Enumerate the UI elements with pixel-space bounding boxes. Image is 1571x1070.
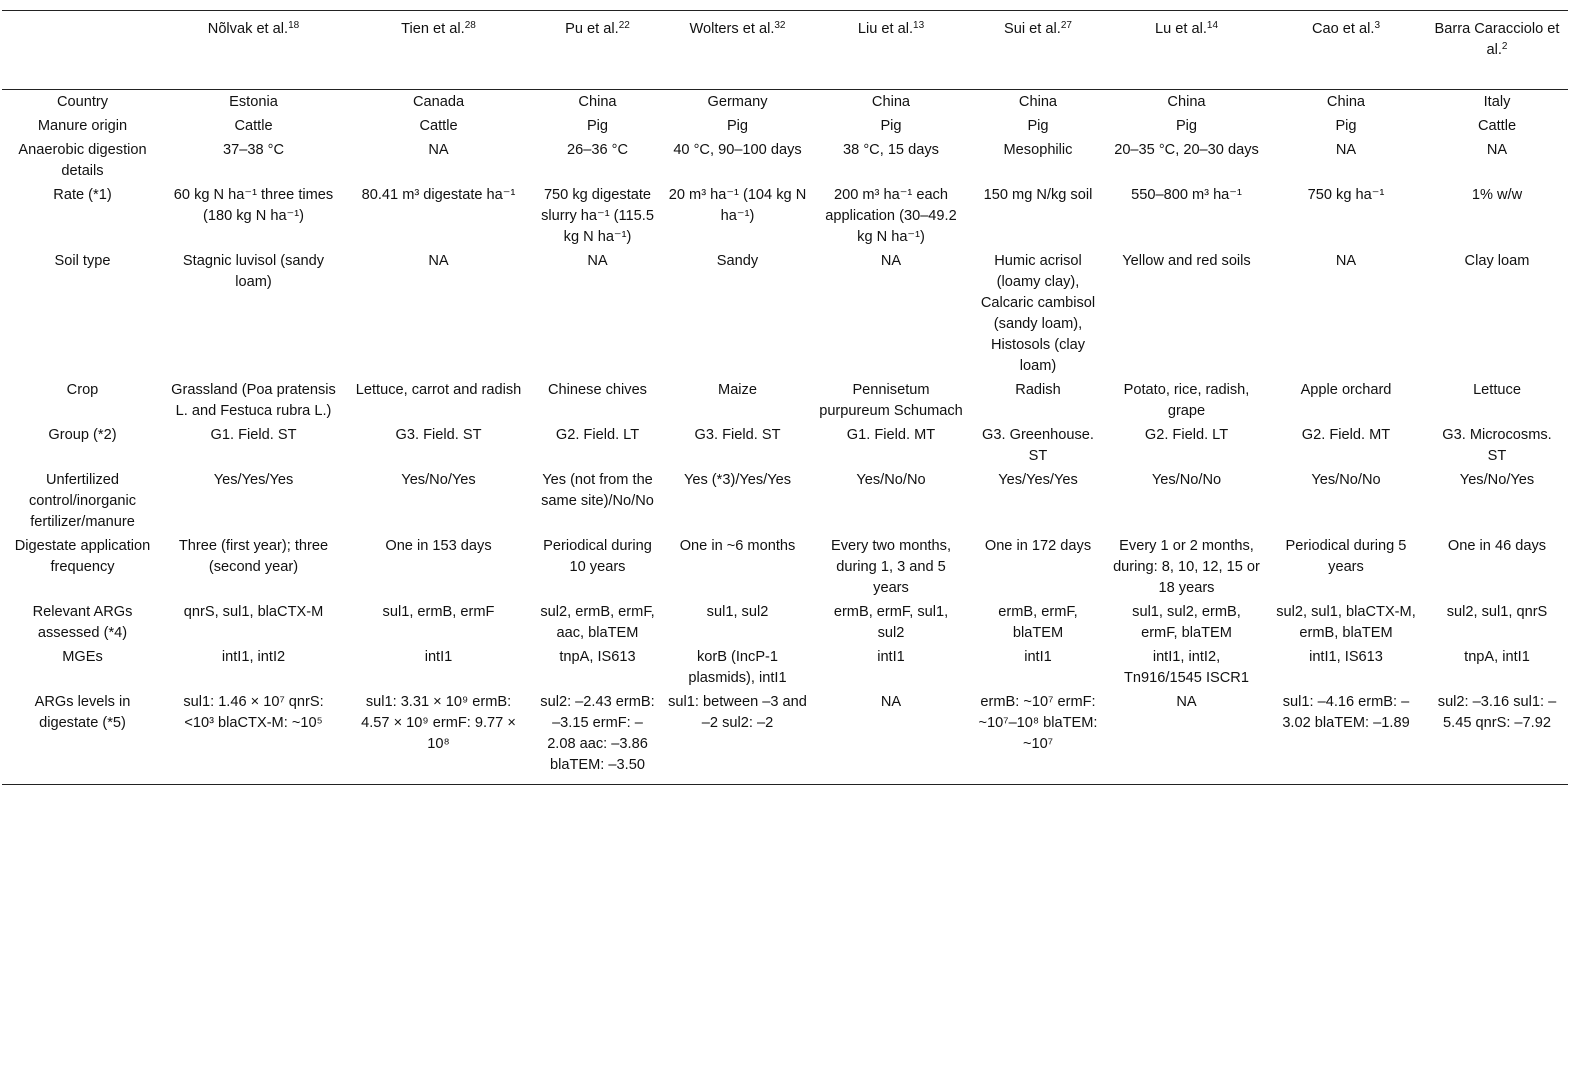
header-cell-study [163, 11, 344, 90]
table-header [2, 11, 1568, 90]
reference-number: 14 [1206, 20, 1219, 31]
reference-number: 3 [1374, 20, 1381, 31]
table-cell: NA [1107, 691, 1266, 785]
table-cell: Germany [662, 90, 813, 116]
row-label: Crop [66, 382, 99, 398]
table-cell: G2. Field. LT [1144, 427, 1229, 443]
study-name: Pu et al. [565, 21, 619, 37]
header-cell-study [344, 11, 533, 90]
row-label: MGEs [62, 649, 103, 665]
table-cell: sul1: 3.31 × 10⁹ ermB: 4.57 × 10⁹ ermF: 9.77 × 10⁸ [344, 691, 533, 785]
table-row-rate [2, 184, 1568, 250]
table-cell: China [533, 90, 662, 116]
study-name: Liu et al. [857, 21, 914, 37]
row-label: Rate (*1) [53, 187, 112, 203]
table-cell: 80.41 m³ digestate ha⁻¹ [361, 187, 516, 203]
table-row-mges [2, 646, 1568, 691]
table-cell: 1% w/w [1471, 187, 1523, 203]
table-cell: ermB, ermF, blaTEM [998, 604, 1078, 641]
table-cell: Periodical during 10 years [543, 538, 652, 575]
table-row-crop [2, 379, 1568, 424]
table-cell: Yes/No/Yes [1459, 472, 1535, 488]
reference-number: 2 [1501, 41, 1508, 52]
header-cell-empty [2, 11, 163, 90]
table-cell: sul1, sul2 [706, 604, 769, 620]
header-cell-study [1426, 11, 1568, 90]
table-cell: 750 kg ha⁻¹ [1307, 187, 1385, 203]
table-cell: ermB, ermF, sul1, sul2 [833, 604, 949, 641]
table-cell: intI1, intI2 [221, 649, 286, 665]
header-cell-study [533, 11, 662, 90]
table-row-args-levels [2, 691, 1568, 785]
table-cell: China [1266, 90, 1426, 116]
table-cell: Chinese chives [548, 382, 647, 398]
table-cell: tnpA, IS613 [559, 649, 636, 665]
row-label: Relevant ARGs assessed (*4) [32, 604, 133, 641]
header-cell-study [1266, 11, 1426, 90]
table-cell: NA [428, 253, 449, 269]
table-cell: G3. Field. ST [395, 427, 482, 443]
table-cell: NA [1335, 142, 1357, 158]
study-name: Wolters et al. [689, 21, 775, 37]
table-row-manure-origin [2, 115, 1568, 139]
table-cell: G1. Field. MT [846, 427, 936, 443]
study-name: Barra Caracciolo et al. [1434, 21, 1560, 58]
table-cell: Yes/No/No [1311, 472, 1381, 488]
table-cell: China [969, 90, 1107, 116]
table-cell: Pig [1027, 118, 1049, 134]
table-cell: Three (first year); three (second year) [178, 538, 329, 575]
table-cell: Sandy [716, 253, 759, 269]
table-cell: Yes/No/No [856, 472, 926, 488]
table-cell: G3. Greenhouse. ST [982, 427, 1094, 464]
table-cell: One in 153 days [385, 538, 492, 554]
header-cell-study [969, 11, 1107, 90]
study-name: Tien et al. [401, 21, 465, 37]
table-cell: sul2, sul1, qnrS [1446, 604, 1548, 620]
table-cell: G2. Field. MT [1301, 427, 1391, 443]
table-cell: sul2, sul1, blaCTX-M, ermB, blaTEM [1276, 604, 1416, 641]
table-cell: sul2, ermB, ermF, aac, blaTEM [540, 604, 655, 641]
reference-number: 22 [618, 20, 630, 31]
table-cell: Pig [726, 118, 749, 134]
table-cell: sul1: between –3 and –2 sul2: –2 [662, 691, 813, 785]
table-cell: Cattle [1477, 118, 1517, 134]
table-cell: One in 46 days [1447, 538, 1547, 554]
row-label: Country [2, 90, 163, 116]
table-cell: China [1107, 90, 1266, 116]
table-cell: NA [1486, 142, 1508, 158]
table-cell: sul1: 1.46 × 10⁷ qnrS: <10³ blaCTX-M: ~10⁵ [163, 691, 344, 785]
row-label: Unfertilized control/inorganic fertilizer/manure [28, 472, 137, 530]
table-cell: Pennisetum purpureum Schumach [819, 382, 963, 419]
table-cell: One in 172 days [984, 538, 1092, 554]
row-label: Soil type [54, 253, 111, 269]
table-row-group [2, 424, 1568, 469]
table-cell: qnrS, sul1, blaCTX-M [183, 604, 324, 620]
table-cell: Stagnic luvisol (sandy loam) [182, 253, 325, 290]
table-cell: korB (IncP-1 plasmids), intI1 [688, 649, 787, 686]
table-cell: tnpA, intI1 [1464, 649, 1530, 665]
table-cell: 40 °C, 90–100 days [673, 142, 802, 158]
table-body [2, 90, 1568, 785]
table-cell: 200 m³ ha⁻¹ each application (30–49.2 kg N ha⁻¹) [825, 187, 957, 245]
table-cell: G3. Field. ST [694, 427, 781, 443]
table-cell: intI1, intI2, Tn916/1545 ISCR1 [1124, 649, 1249, 686]
header-cell-study [1107, 11, 1266, 90]
table-cell: Pig [1335, 118, 1357, 134]
table-cell: 750 kg digestate slurry ha⁻¹ (115.5 kg N ha⁻¹) [541, 187, 654, 245]
table-cell: Italy [1426, 90, 1568, 116]
row-label: Manure origin [37, 118, 128, 134]
table-cell: NA [813, 691, 969, 785]
reference-number: 28 [464, 20, 476, 31]
table-cell: intI1, IS613 [1309, 649, 1383, 665]
table-cell: Maize [718, 382, 757, 398]
row-label: ARGs levels in digestate (*5) [2, 691, 163, 785]
header-cell-study [813, 11, 969, 90]
study-name: Lu et al. [1154, 21, 1207, 37]
table-cell: intI1 [424, 649, 453, 665]
table-row-relevant-args [2, 601, 1568, 646]
table-cell: Pig [1175, 118, 1198, 134]
table-cell: Yellow and red soils [1122, 253, 1251, 269]
header-row [2, 11, 1568, 90]
table-cell: Yes/No/No [1151, 472, 1222, 488]
table-cell: ermB: ~10⁷ ermF: ~10⁷–10⁸ blaTEM: ~10⁷ [969, 691, 1107, 785]
table-cell: G3. Microcosms. ST [1442, 427, 1552, 464]
table-cell: Yes/No/Yes [401, 472, 476, 488]
table-row-unfertilized-control [2, 469, 1568, 535]
table-cell: NA [587, 253, 608, 269]
table-cell: sul1, sul2, ermB, ermF, blaTEM [1132, 604, 1241, 641]
table-cell: Cattle [234, 118, 273, 134]
table-cell: Humic acrisol (loamy clay), Calcaric cambisol (sandy loam), Histosols (clay loam) [980, 253, 1096, 374]
table-cell: Pig [880, 118, 902, 134]
table-cell: 20–35 °C, 20–30 days [1114, 142, 1259, 158]
table-cell: NA [1335, 253, 1357, 269]
table-cell: Lettuce [1473, 382, 1521, 398]
row-label: Digestate application frequency [14, 538, 151, 575]
table-cell: Pig [586, 118, 609, 134]
table-cell: Yes/Yes/Yes [213, 472, 294, 488]
reference-number: 27 [1060, 20, 1072, 31]
table-cell: Radish [1015, 382, 1061, 398]
table-cell: 550–800 m³ ha⁻¹ [1131, 187, 1242, 203]
table-row-country [2, 90, 1568, 116]
table-cell: Yes/Yes/Yes [998, 472, 1078, 488]
table-cell: 26–36 °C [566, 142, 628, 158]
table-cell: Lettuce, carrot and radish [355, 382, 522, 398]
table-cell: G2. Field. LT [555, 427, 640, 443]
row-label: Anaerobic digestion details [18, 142, 147, 179]
table-row-anaerobic-digestion [2, 139, 1568, 184]
table-row-soil-type [2, 250, 1568, 379]
table-cell: One in ~6 months [679, 538, 796, 554]
table-row-application-frequency [2, 535, 1568, 601]
reference-number: 32 [774, 20, 786, 31]
table-cell: Apple orchard [1300, 382, 1392, 398]
table-cell: Every 1 or 2 months, during: 8, 10, 12, 15 or 18 years [1113, 538, 1260, 596]
table-cell: sul1: –4.16 ermB: –3.02 blaTEM: –1.89 [1266, 691, 1426, 785]
table-cell: intI1 [1024, 649, 1052, 665]
table-cell: sul2: –2.43 ermB: –3.15 ermF: –2.08 aac: –3.86 blaTEM: –3.50 [533, 691, 662, 785]
data-table [2, 10, 1568, 785]
table-cell: Periodical during 5 years [1285, 538, 1407, 575]
row-label: Group (*2) [48, 427, 117, 443]
table-cell: Yes (*3)/Yes/Yes [683, 472, 792, 488]
table-cell: Every two months, during 1, 3 and 5 years [830, 538, 952, 596]
header-cell-study [662, 11, 813, 90]
reference-number: 18 [288, 20, 300, 31]
table-cell: Canada [344, 90, 533, 116]
table-cell: Yes (not from the same site)/No/No [541, 472, 654, 509]
table-cell: NA [428, 142, 449, 158]
table-cell: Potato, rice, radish, grape [1123, 382, 1250, 419]
table-cell: Mesophilic [1003, 142, 1073, 158]
study-name: Sui et al. [1004, 21, 1061, 37]
table-cell: Cattle [419, 118, 458, 134]
study-name: Nõlvak et al. [207, 21, 289, 37]
table-cell: China [813, 90, 969, 116]
table-cell: sul1, ermB, ermF [382, 604, 495, 620]
table-cell: NA [880, 253, 902, 269]
table-cell: 150 mg N/kg soil [983, 187, 1093, 203]
table-cell: sul2: –3.16 sul1: –5.45 qnrS: –7.92 [1426, 691, 1568, 785]
table-cell: 60 kg N ha⁻¹ three times (180 kg N ha⁻¹) [173, 187, 334, 224]
table-cell: Clay loam [1464, 253, 1530, 269]
table-cell: 20 m³ ha⁻¹ (104 kg N ha⁻¹) [668, 187, 807, 224]
study-name: Cao et al. [1311, 21, 1375, 37]
table-cell: Grassland (Poa pratensis L. and Festuca rubra L.) [171, 382, 336, 419]
table-cell: G1. Field. ST [210, 427, 297, 443]
table-cell: 38 °C, 15 days [843, 142, 939, 158]
table-cell: intI1 [877, 649, 905, 665]
reference-number: 13 [913, 20, 925, 31]
table-cell: 37–38 °C [222, 142, 284, 158]
table-cell: Estonia [163, 90, 344, 116]
